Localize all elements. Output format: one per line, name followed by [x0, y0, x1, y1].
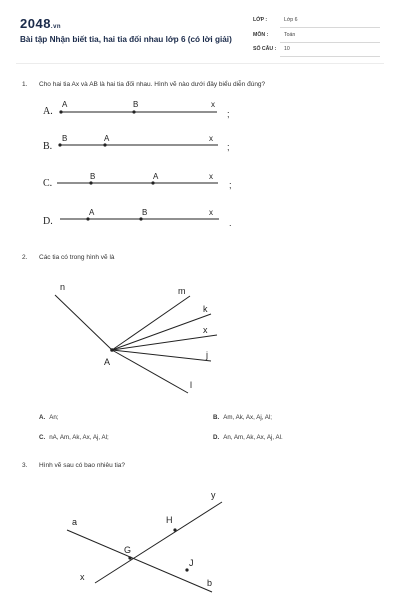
field-label-count: SỐ CÂU :	[253, 46, 277, 52]
site-logo[interactable]: 2048.vn	[20, 16, 62, 31]
answer-text: An, Am, Ak, Ax, Aj, Al.	[223, 434, 283, 441]
ray-line	[112, 350, 211, 361]
point-label: B	[90, 172, 96, 181]
line-label: y	[211, 490, 216, 500]
point-dot	[132, 110, 135, 113]
point-dot	[103, 143, 106, 146]
option-a-figure	[59, 100, 229, 119]
field-value-class: Lớp 6	[284, 17, 298, 23]
field-label-subject: MÔN :	[253, 32, 269, 38]
field-label-class: LỚP :	[253, 17, 268, 23]
question-text: Các tia có trong hình vẽ là	[39, 254, 115, 261]
option-b-figure	[58, 134, 229, 152]
question-number: 1.	[22, 81, 28, 88]
answer-text: Am, Ak, Ax, Aj, Al;	[223, 414, 273, 421]
answer-letter: B.	[213, 414, 220, 421]
answer-text: An;	[49, 414, 59, 421]
answer-option-c[interactable]	[39, 434, 109, 441]
point-dot	[86, 217, 89, 220]
ray-line	[112, 296, 190, 350]
answer-option-a[interactable]	[39, 414, 58, 421]
line-label: b	[207, 578, 213, 588]
ray-line	[55, 295, 112, 350]
point-label: A	[89, 208, 95, 217]
point-dot	[89, 181, 92, 184]
option-end-mark: .	[229, 218, 232, 228]
point-label: J	[189, 558, 194, 568]
option-end-mark: ;	[229, 180, 232, 190]
worksheet-title: Bài tập Nhận biết tia, hai tia đối nhau lớp 6 (có lời giải)	[20, 35, 232, 44]
point-label: B	[133, 100, 139, 109]
point-dot	[185, 568, 188, 571]
ray-label: k	[203, 304, 208, 314]
field-value-subject: Toán	[284, 32, 296, 38]
point-label: A	[62, 100, 68, 109]
point-dot	[128, 556, 131, 559]
point-label: A	[153, 172, 159, 181]
ray-label: x	[203, 325, 208, 335]
point-dot	[139, 217, 142, 220]
option-end-mark: ;	[227, 109, 230, 119]
point-label: x	[211, 100, 215, 109]
origin-point	[110, 348, 114, 352]
question-number: 2.	[22, 254, 28, 261]
question-text: Cho hai tia Ax và AB là hai tia đối nhau. Hình vẽ nào dưới đây biểu diễn đúng?	[39, 81, 266, 88]
point-label: A	[104, 134, 110, 143]
question-text: Hình vẽ sau có bao nhiêu tia?	[39, 462, 126, 469]
answer-text: nA, Am, Ak, Ax, Aj, Al;	[49, 434, 109, 441]
point-dot	[151, 181, 154, 184]
point-label: B	[62, 134, 68, 143]
answer-option-d[interactable]	[213, 434, 283, 441]
answer-letter: D.	[213, 434, 220, 441]
answer-letter: C.	[39, 434, 46, 441]
point-dot	[58, 143, 61, 146]
line-label: a	[72, 517, 78, 527]
question-number: 3.	[22, 462, 28, 469]
option-label: C.	[43, 178, 53, 189]
option-c-figure	[57, 172, 232, 190]
point-label: G	[124, 545, 132, 555]
ray-label: m	[178, 286, 186, 296]
ray-line	[112, 350, 188, 393]
point-label: H	[166, 515, 173, 525]
line-xy	[95, 502, 222, 583]
point-label: x	[209, 172, 213, 181]
ray-line	[112, 335, 217, 350]
option-label: A.	[43, 106, 53, 117]
option-end-mark: ;	[227, 142, 230, 152]
option-d-figure	[60, 208, 232, 228]
ray-label: j	[206, 350, 208, 360]
ray-label: l	[190, 380, 192, 390]
point-label: B	[142, 208, 148, 217]
option-label: D.	[43, 216, 53, 227]
point-label: A	[104, 357, 111, 367]
ray-line	[112, 314, 211, 350]
option-label: B.	[43, 141, 53, 152]
point-dot	[173, 528, 176, 531]
question-2-figure	[55, 282, 217, 393]
field-value-count: 10	[284, 46, 290, 52]
line-label: x	[80, 572, 85, 582]
answer-letter: A.	[39, 414, 46, 421]
question-3-figure	[67, 490, 222, 592]
answer-option-b[interactable]	[213, 414, 272, 421]
point-label: x	[209, 134, 213, 143]
point-label: x	[209, 208, 213, 217]
ray-label: n	[60, 282, 66, 292]
point-dot	[59, 110, 62, 113]
